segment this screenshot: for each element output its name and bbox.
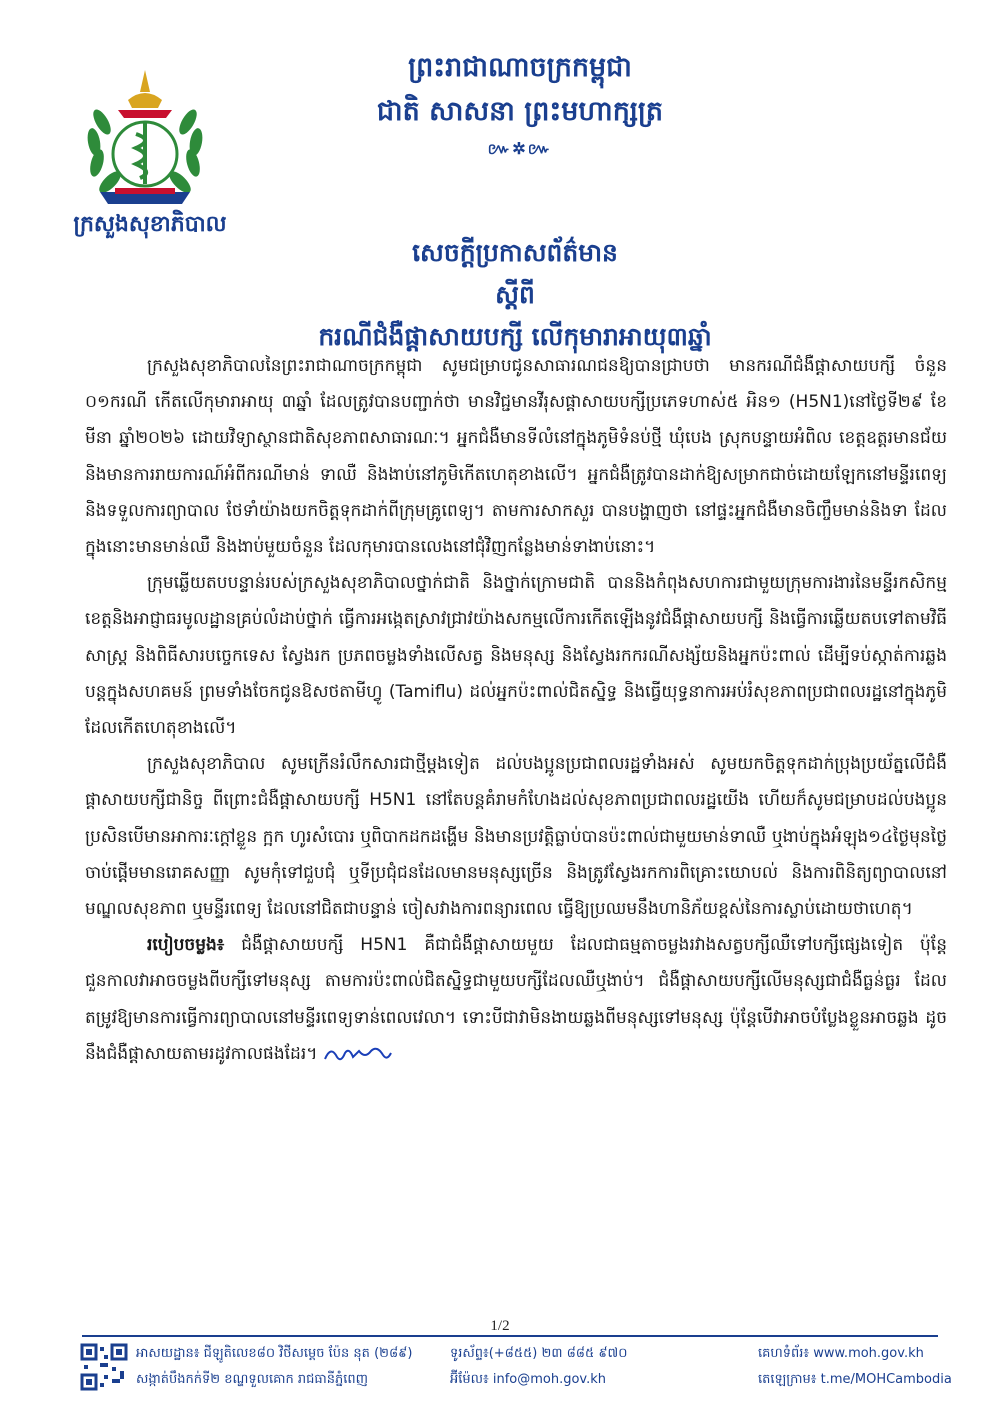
address-line2: សង្កាត់បឹងកក់ទី២ ខណ្ឌទួលគោក រាជធានីភ្នំពេញ (136, 1372, 369, 1387)
paragraph-4 (85, 927, 947, 1072)
paragraph-3: ក្រសួងសុខាភិបាល សូមក្រើនរំលឹកសារជាថ្មីម្តងទៀត ដល់បងប្អូនប្រជាពលរដ្ឋទាំងអស់ សូមយកចិត្តទុកដាក់ប្រុងប្រយ័ត្នលើជំងឺផ្តាសាយបក្សីជានិច្ច ពីព្រោះជំងឺផ្តាសាយបក្សី H5N1 នៅតែបន្តគំរាមកំហែងដល់សុខភាពប្រជាពលរដ្ឋយើង ហើយក៏សូមជម្រាបដល់បងប្អូន ប្រសិនបើមានអាការៈក្តៅខ្លួន ក្អក ហូរសំបោរ ឬពិបាកដកដង្ហើម និងមានប្រវត្តិធ្លាប់បានប៉ះពាល់ជាមួយមាន់ទាឈឺ ឬងាប់ក្នុងអំឡុង១៤ថ្ងៃមុនថ្ងៃចាប់ផ្តើមមានរោគសញ្ញា សូមកុំទៅជួបជុំ ឬទីប្រជុំជនដែលមានមនុស្សច្រើន និងត្រូវស្វែងរកការពិគ្រោះយោបល់ និងការពិនិត្យព្យាបាលនៅមណ្ឌលសុខភាព ឬមន្ទីរពេទ្យ ដែលនៅជិតជាបន្ទាន់ ចៀសវាងការពន្យារពេល ធ្វើឱ្យប្រឈមនឹងហានិភ័យខ្ពស់នៃការស្លាប់ដោយថាហេតុ។ (85, 754, 947, 920)
footer-address (136, 1341, 412, 1393)
email-link[interactable]: អ៊ីម៉ែល៖ info@moh.gov.kh (450, 1372, 607, 1387)
footer-divider (82, 1335, 938, 1337)
kingdom-header (330, 48, 710, 162)
kingdom-line2: ជាតិ សាសនា ព្រះមហាក្សត្រ (376, 96, 664, 127)
phone-number: ទូរស័ព្ទ៖(+៨៥៥) ២៣ ៨៨៥ ៩៧០ (450, 1346, 628, 1361)
footer-contact (450, 1341, 627, 1393)
qr-code-icon (80, 1343, 128, 1391)
footer-online (758, 1341, 952, 1393)
ministry-emblem-icon (70, 62, 220, 212)
title-line3: ករណីជំងឺផ្តាសាយបក្សី លើកុមារាអាយុ៣ឆ្នាំ (318, 322, 712, 351)
website-link[interactable]: គេហទំព័រ៖ www.moh.gov.kh (758, 1346, 924, 1361)
transmission-label: របៀបចម្លង៖ (147, 935, 225, 956)
address-line1: អាសយដ្ឋាន៖ ជីឡូតិលេខ៨០ វិថីសម្តេច ប៉ែន នុត (២៨៩) (136, 1346, 413, 1361)
paragraph-1: ក្រសួងសុខាភិបាលនៃព្រះរាជាណាចក្រកម្ពុជា សូមជម្រាបជូនសាធារណជនឱ្យបានជ្រាបថា មានករណីជំងឺផ្តាសាយបក្សី ចំនួន ០១ករណី កើតលើកុមារាអាយុ ៣ឆ្នាំ ដែលត្រូវបានបញ្ជាក់ថា មានវិជ្ជមានវីរុសផ្តាសាយបក្សីប្រភេទហាស់៥ អិន១ (H5N1)នៅថ្ងៃទី២៩ ខែមីនា ឆ្នាំ២០២៦ ដោយវិទ្យាស្ថានជាតិសុខភាពសាធារណៈ។ អ្នកជំងឺមានទីលំនៅក្នុងភូមិទំនប់ថ្មី ឃុំបេង ស្រុកបន្ទាយអំពិល ខេត្តឧត្តរមានជ័យ និងមានការរាយការណ៍អំពីករណីមាន់ ទាឈឺ និងងាប់នៅភូមិកើតហេតុខាងលើ។ អ្នកជំងឺត្រូវបានដាក់ឱ្យសម្រាកជាច់ដោយឡែកនៅមន្ទីរពេទ្យ និងទទួលការព្យាបាល ថែទាំយ៉ាងយកចិត្តទុកដាក់ពីក្រុមគ្រូពេទ្យ។ តាមការសាកសួរ បានបង្ហាញថា នៅផ្ទះអ្នកជំងឺមានចិញ្ចឹមមាន់និងទា ដែលក្នុងនោះមានមាន់ឈឺ និងងាប់មួយចំនួន ដែលកុមារបានលេងនៅជុំវិញកន្លែងមាន់ទាងាប់នោះ។ (85, 356, 947, 558)
title-line2: ស្តីពី (495, 280, 535, 309)
page-number: 1/2 (490, 1318, 510, 1334)
document-title (200, 232, 830, 358)
document-body (85, 348, 947, 1072)
ministry-name: ក្រសួងសុខាភិបាល (73, 211, 227, 237)
paragraph-2: ក្រុមឆ្លើយតបបន្ទាន់របស់ក្រសួងសុខាភិបាលថ្នាក់ជាតិ និងថ្នាក់ក្រោមជាតិ បាននិងកំពុងសហការជាមួយក្រុមការងារនៃមន្ទីរកសិកម្មខេត្តនិងអាជ្ញាធរមូលដ្ឋានគ្រប់លំដាប់ថ្នាក់ ធ្វើការអង្កេតស្រាវជ្រាវយ៉ាងសកម្មលើការកើតឡើងនូវជំងឺផ្តាសាយបក្សី និងធ្វើការឆ្លើយតបទៅតាមវិធីសាស្ត្រ និងពិធីសារបច្ចេកទេស ស្វែងរក ប្រភពចម្លងទាំងលើសត្វ និងមនុស្ស និងស្វែងរកករណីសង្ស័យនិងអ្នកប៉ះពាល់ ដើម្បីទប់ស្កាត់ការឆ្លងបន្តក្នុងសហគមន៍ ព្រមទាំងចែកជូនឱសថតាមីហ្វូ (Tamiflu) ដល់អ្នកប៉ះពាល់ជិតស្និទ្ធ និងធ្វើយុទ្ធនាការអប់រំសុខភាពប្រជាពលរដ្ឋនៅក្នុងភូមិដែលកើតហេតុខាងលើ។ (85, 573, 947, 739)
footer (80, 1341, 952, 1401)
paragraph-4-text: ជំងឺផ្តាសាយបក្សី H5N1 គឺជាជំងឺផ្តាសាយមួយ ដែលជាធម្មតាចម្លងរវាងសត្វបក្សីឈឺទៅបក្សីផ្សេងទៀត ប៉ុន្តែជួនកាលវាអាចចម្លងពីបក្សីទៅមនុស្ស តាមការប៉ះពាល់ជិតស្និទ្ធជាមួយបក្សីដែលឈឺឬងាប់។ ជំងឺផ្តាសាយបក្សីលើមនុស្សជាជំងឺធ្ងន់ធ្ងរ ដែលតម្រូវឱ្យមានការធ្វើការព្យាបាលនៅមន្ទីរពេទ្យទាន់ពេលវេលា។ ទោះបីជាវាមិនងាយឆ្លងពីមនុស្សទៅមនុស្ស ប៉ុន្តែបើវាអាចបំប្លែងខ្លួនអាចឆ្លង ដូចនឹងជំងឺផ្តាសាយតាមរដូវកាលផងដែរ។ (85, 935, 947, 1064)
ornament: ៚✲៚ (487, 139, 553, 158)
title-line1: សេចក្តីប្រកាសព័ត៌មាន (412, 238, 618, 267)
kingdom-line1: ព្រះរាជាណាចក្រកម្ពុជា (408, 52, 632, 83)
telegram-link[interactable]: តេឡេក្រាម៖ t.me/MOHCambodia (758, 1372, 952, 1387)
initials-signature (323, 1043, 393, 1065)
